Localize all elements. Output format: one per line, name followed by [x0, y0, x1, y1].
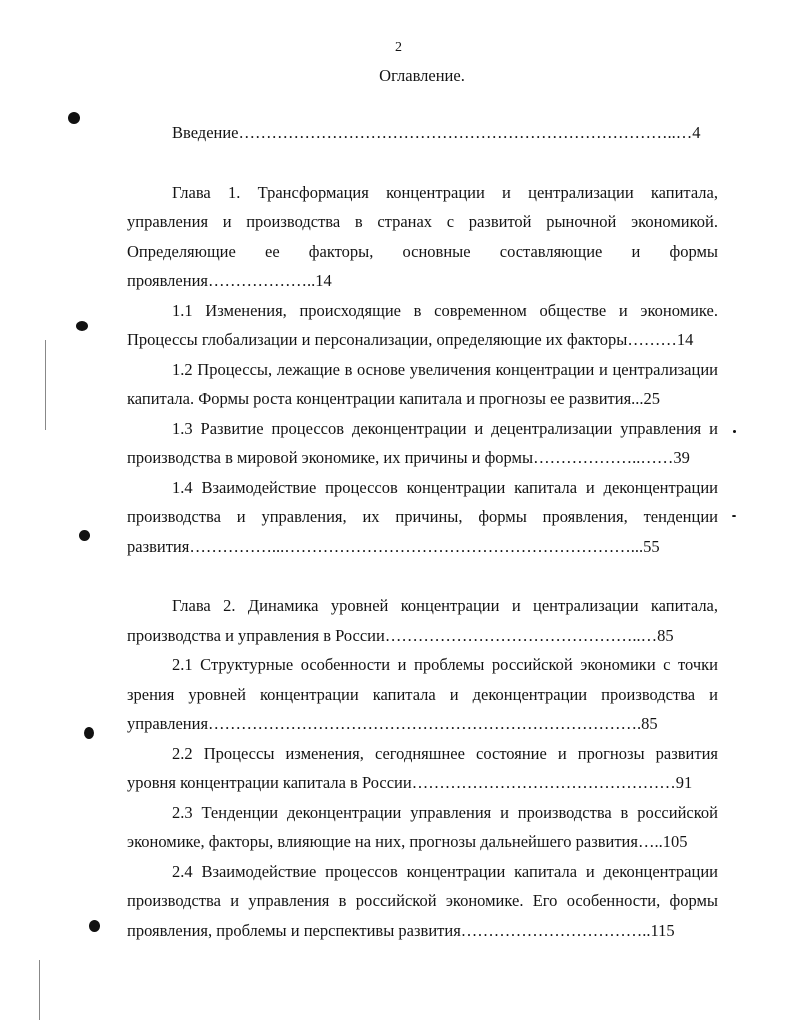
scan-blot: [68, 112, 80, 124]
scan-speck: [733, 430, 736, 433]
toc-entry-2-3: 2.3 Тенденции деконцентрации управления и производства в российской экономике, факторы, влияющие на них, прогнозы дальнейшего развития…..105: [127, 802, 718, 851]
toc-entry-2-2: 2.2 Процессы изменения, сегодняшнее состояние и прогнозы развития уровня концентрации капитала в России…………………………………………91: [127, 743, 718, 792]
toc-entry-1-2: 1.2 Процессы, лежащие в основе увеличения концентрации и централизации капитала. Формы роста концентрации капитала и прогнозы ее развития...25: [127, 359, 718, 408]
toc-entry-1-1: 1.1 Изменения, происходящие в современном обществе и экономике. Процессы глобализации и персонализации, определяющие их факторы………14: [127, 300, 718, 349]
scan-blot: [84, 727, 94, 739]
toc-title: Оглавление.: [379, 66, 465, 85]
toc-entry-1-3: 1.3 Развитие процессов деконцентрации и децентрализации управления и производства в мировой экономике, их причины и формы………………..……39: [127, 418, 718, 467]
toc-entry-1-4: 1.4 Взаимодействие процессов концентрации капитала и деконцентрации производства и управления, их причины, формы проявления, тенденции развития……………...………………………………………………………...55: [127, 477, 718, 556]
table-of-contents: [127, 118, 718, 945]
toc-entry-2-1: 2.1 Структурные особенности и проблемы российской экономики с точки зрения уровней концентрации капитала и деконцентрации производства и управления…………………………………………………………………….85: [127, 655, 718, 733]
page-number: 2: [395, 40, 402, 55]
scan-blot: [89, 920, 100, 932]
scan-edge-line: [45, 340, 46, 430]
scan-blot: [79, 530, 90, 541]
scan-edge-line: [39, 960, 40, 1020]
scan-blot: [76, 321, 88, 331]
toc-entry-chapter-1: Глава 1. Трансформация концентрации и централизации капитала, управления и производства в странах с развитой рыночной экономикой. Определяющие ее факторы, основные составляющие и формы проявления………………..14: [127, 182, 718, 290]
toc-entry-intro: Введение……………………………………………………………………..…4: [172, 123, 701, 142]
scan-speck: [732, 515, 736, 517]
toc-entry-chapter-2: Глава 2. Динамика уровней концентрации и централизации капитала, производства и управления в России………………………………………..…85: [127, 596, 718, 645]
toc-entry-2-4: 2.4 Взаимодействие процессов концентрации капитала и деконцентрации производства и управления в российской экономике. Его особенности, формы проявления, проблемы и перспективы развития……………………………..115: [127, 861, 718, 940]
